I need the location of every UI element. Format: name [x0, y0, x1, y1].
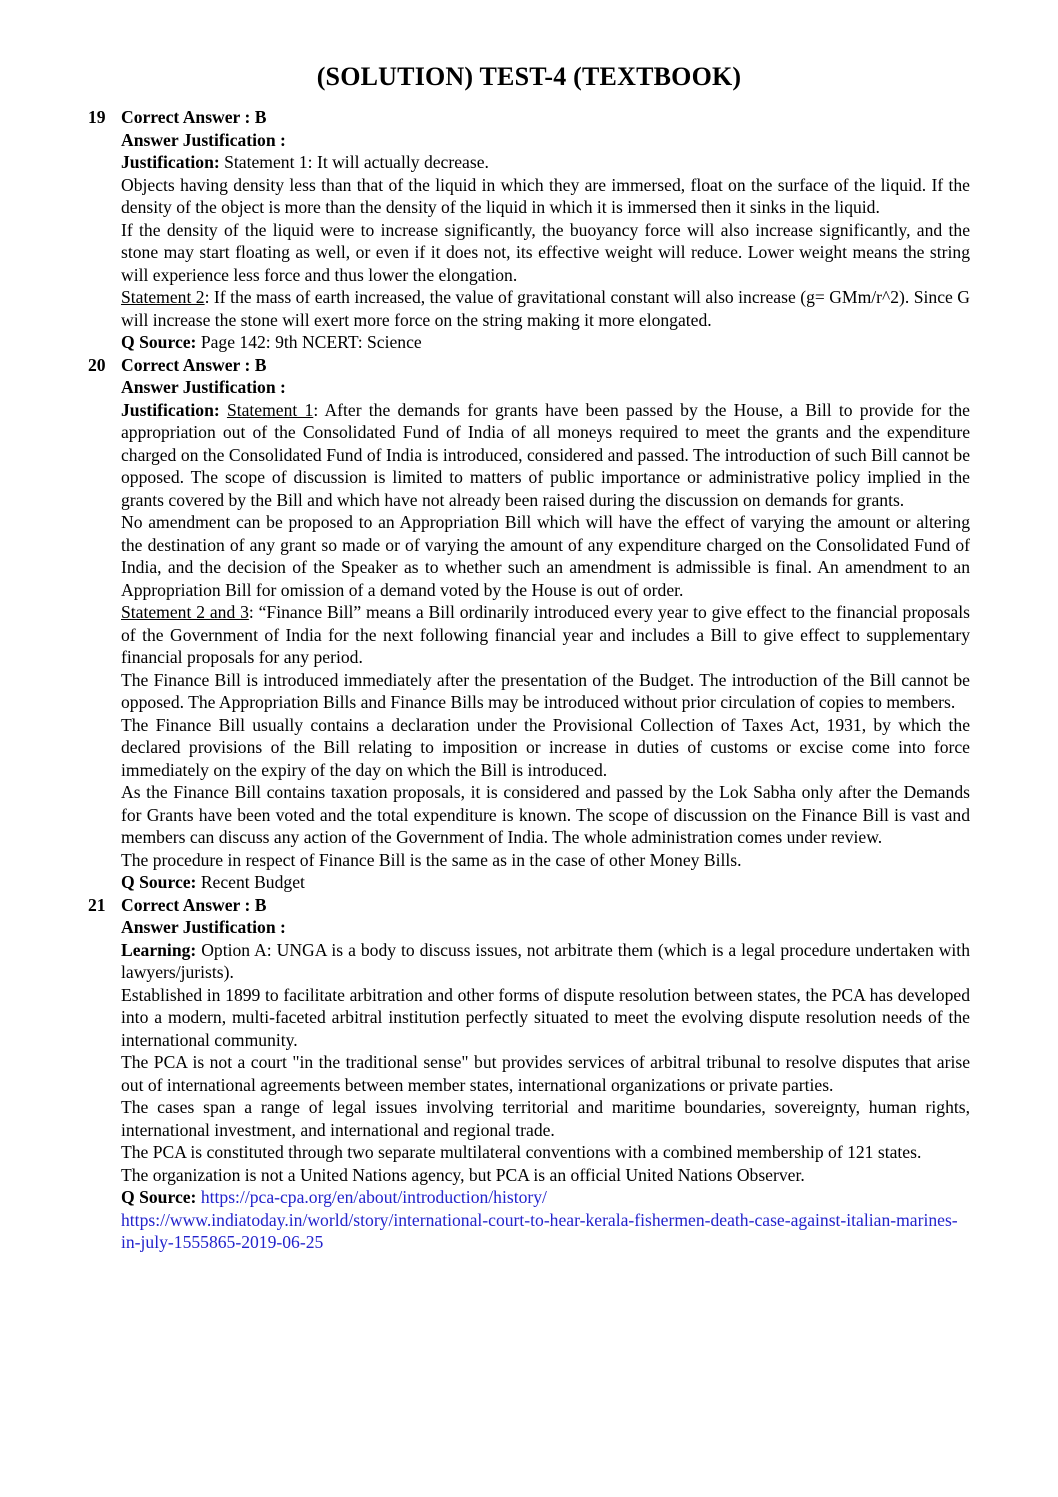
text: Option A: UNGA is a body to discuss issues, not arbitrate them (which is a legal procedure undertaken with lawyers/jurists). — [121, 939, 970, 982]
text: Objects having density less than that of the liquid in which they are immersed, float on the surface of the liquid. If the density of the object is more than the density of the liquid in which it is immersed then it sinks in the liquid. — [121, 174, 970, 217]
source-link[interactable]: https://www.indiatoday.in/world/story/international-court-to-hear-kerala-fishermen-death-case-against-italian-marines-in-july-1555865-2019-06-25 — [121, 1209, 958, 1252]
question-number: 20 — [88, 354, 106, 375]
text — [220, 400, 227, 420]
question-20 — [88, 354, 970, 894]
paragraph — [121, 714, 970, 782]
paragraph — [121, 129, 970, 152]
solution-content — [88, 106, 970, 1254]
paragraph — [121, 939, 970, 984]
bold-label: Correct Answer : B — [121, 107, 267, 127]
paragraph — [121, 1051, 970, 1096]
paragraph — [121, 1141, 970, 1164]
text: The organization is not a United Nations agency, but PCA is an official United Nations Observer. — [121, 1164, 805, 1185]
bold-label: Q Source: — [121, 872, 197, 892]
bold-label: Q Source: — [121, 1187, 197, 1207]
bold-label: Answer Justification : — [121, 377, 286, 397]
text: The procedure in respect of Finance Bill is the same as in the case of other Money Bills. — [121, 849, 742, 870]
text: If the density of the liquid were to increase significantly, the buoyancy force will also increase significantly, and the stone may start floating as well, or even if it does not, its effective weight will reduce. Lower weight means the string will experience less force and thus lower the elongation. — [121, 219, 970, 285]
question-number: 21 — [88, 894, 106, 915]
question-19 — [88, 106, 970, 354]
text: The PCA is not a court "in the traditional sense" but provides services of arbitral tribunal to resolve disputes that arise out of international agreements between member states, international organizations or private parties. — [121, 1052, 970, 1095]
text: : After the demands for grants have been passed by the House, a Bill to provide for the appropriation out of the Consolidated Fund of India of all moneys required to meet the grants and the expenditure charged on the Consolidated Fund of India is introduced, considered and passed. The introduction of such Bill cannot be opposed. The scope of discussion is limited to matters of public importance or administrative policy implied in the grants covered by the Bill and which have not already been raised during the discussion on demands for grants. — [121, 399, 970, 510]
text: : “Finance Bill” means a Bill ordinarily introduced every year to give effect to the financial proposals of the Government of India for the next following financial year and includes a Bill to give effect to supplementary financial proposals for any period. — [121, 602, 970, 667]
paragraph — [121, 916, 970, 939]
paragraph — [121, 849, 970, 872]
source-link[interactable]: https://pca-cpa.org/en/about/introduction/history/ — [200, 1187, 547, 1207]
underlined-text: Statement 2 — [121, 287, 205, 307]
text: The Finance Bill usually contains a declaration under the Provisional Collection of Taxes Act, 1931, by which the declared provisions of the Bill relating to imposition or increase in duties of customs or excise come into force immediately on the expiry of the day on which the Bill is introduced. — [121, 714, 970, 780]
bold-label: Justification: — [121, 399, 220, 420]
text: Recent Budget — [196, 872, 305, 892]
paragraph — [121, 331, 970, 354]
page-title: (SOLUTION) TEST-4 (TEXTBOOK) — [316, 62, 742, 91]
bold-label: Correct Answer : B — [121, 894, 267, 915]
paragraph — [121, 871, 970, 894]
paragraph — [121, 601, 970, 669]
text: The Finance Bill is introduced immediately after the presentation of the Budget. The introduction of the Bill cannot be opposed. The Appropriation Bills and Finance Bills may be introduced without prior circulation of copies to members. — [121, 669, 970, 712]
paragraph — [121, 354, 970, 377]
bold-label: Correct Answer : B — [121, 354, 267, 375]
text: As the Finance Bill contains taxation proposals, it is considered and passed by the Lok Sabha only after the Demands for Grants have been voted and the total expenditure is known. The scope of discussion on the Finance Bill is vast and members can discuss any action of the Government of India. The whole administration comes under review. — [121, 782, 970, 847]
paragraph — [121, 1164, 970, 1187]
text: : If the mass of earth increased, the value of gravitational constant will also increase (g= GMm/r^2). Since G will increase the stone will exert more force on the string making it more elongated. — [121, 287, 970, 330]
question-number: 19 — [88, 107, 106, 127]
text: Established in 1899 to facilitate arbitration and other forms of dispute resolution between states, the PCA has developed into a modern, multi-faceted arbitral institution perfectly situated to meet the evolving dispute resolution needs of the international community. — [121, 984, 970, 1050]
bold-label: Answer Justification : — [121, 917, 286, 937]
paragraph — [121, 106, 970, 129]
text: The PCA is constituted through two separate multilateral conventions with a combined membership of 121 states. — [121, 1142, 922, 1162]
paragraph — [121, 984, 970, 1052]
paragraph — [121, 781, 970, 849]
bold-label: Answer Justification : — [121, 129, 286, 150]
paragraph — [121, 151, 970, 174]
underlined-text: Statement 2 and 3 — [121, 602, 249, 622]
paragraph — [121, 399, 970, 512]
paragraph — [121, 1186, 970, 1209]
bold-label: Q Source: — [121, 332, 197, 352]
text: The cases span a range of legal issues involving territorial and maritime boundaries, sovereignty, human rights, international investment, and international and regional trade. — [121, 1097, 970, 1140]
underlined-text: Statement 1 — [226, 399, 314, 420]
paragraph — [121, 511, 970, 601]
text: No amendment can be proposed to an Appropriation Bill which will have the effect of varying the amount or altering the destination of any grant so made or of varying the amount of any expenditure charged on the Consolidated Fund of India, and the decision of the Speaker as to whether such an amendment is admissible is final. An amendment to an Appropriation Bill for omission of a demand voted by the House is out of order. — [121, 512, 970, 600]
question-21 — [88, 894, 970, 1254]
paragraph — [121, 669, 970, 714]
paragraph — [121, 894, 970, 917]
text: Statement 1: It will actually decrease. — [219, 152, 489, 172]
bold-label: Justification: — [121, 152, 220, 172]
bold-label: Learning: — [121, 939, 197, 960]
paragraph — [121, 376, 970, 399]
paragraph — [121, 286, 970, 331]
paragraph — [121, 1096, 970, 1141]
paragraph — [121, 174, 970, 219]
paragraph — [121, 1209, 970, 1254]
text: Page 142: 9th NCERT: Science — [196, 332, 422, 352]
paragraph — [121, 219, 970, 287]
